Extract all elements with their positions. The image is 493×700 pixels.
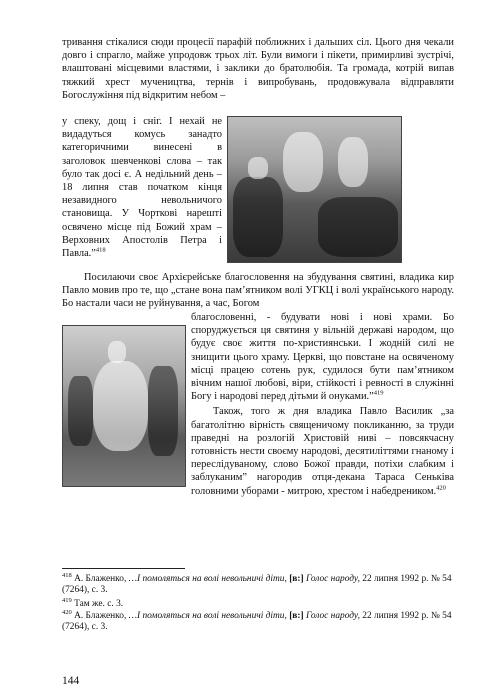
footnote-ref-418[interactable]: 418 (95, 246, 106, 254)
paragraph-2-wrap (191, 311, 454, 498)
page-number: 144 (62, 675, 80, 687)
main-text (62, 36, 454, 102)
photo-bishop-blessing (62, 325, 186, 487)
paragraph-1: тривання стікалися сюди процесії парафій поближних і дальших сіл. Цього дня чекали довго і спрагло, майже упродовж трьох літ. Були вимоги і пікети, примирливі зустрічі, влаштовані місцевими властями, і заклики до братолюбія. Та громада, котрій випав тяжкий хрест мучеництва, тернів і випробувань, продовжувала відправляти Богослужіння під відкритим небом – (62, 37, 454, 101)
footnote-divider (62, 568, 185, 569)
footnote-418: $^{418}$ А. Блаженко, …І помоляться на волі невольничі діти, [в:] Голос народу, 22 липня 1992 р. № 54 (7264), с. 3. (62, 571, 452, 596)
paragraph-2: Посилаючи своє Архієрейське благословення на збудування святині, владика кир Павло мовив про те, що „стане вона пам’ятником волі УГКЦ і волі українського народу. Бо настали часи не руйнування, а час, Богом (62, 272, 454, 310)
footnote-419: $^{419}$ Там же. с. 3. (62, 596, 124, 609)
paragraph-2-block (62, 271, 454, 311)
footnote-ref-419[interactable]: 419 (373, 389, 384, 397)
paragraph-1-continuation: у спеку, дощ і сніг. І нехай не видадуться комусь занадто категоричними винесені в заголовок шевченкові слова – так було так досі є. А недільний день – 18 липня став початком кінця незавидного невольничого становища. У Чорткові нарешті освячено місце під Божий храм – Верховних Апостолів Петра і Павла.” (62, 116, 222, 260)
footnote-ref-420[interactable]: 420 (436, 484, 446, 492)
paragraph-1-wrap (62, 115, 222, 260)
paragraph-2-continuation: благословенні, - будувати нові і нові храми. Бо споруджується ця святиня у вільній державі народом, що будує своє життя по-християнськи. І жодній силі не знищити цього храму. Церкві, що повстане на освяченому місці працею сотень рук, судилося бути пам’ятником вічним нашої любові, віри, стійкості і ревності в служінні Богу і народові перед дітьми й онуками.” (191, 312, 454, 403)
paragraph-3: Також, того ж дня владика Павло Василик „за багатолітню вірність священичому покликанню, за труди праведні на розлогій Христовій ниві – повсякчасну готовність нести своєму народові, десятиліттями гнаному і переслідуваному, слово Божої правди, потіхи слабким і заблуканим” нагородив отця-декана Тараса Сеньківа головними уборами - митрою, хрестом і набедреником. (191, 406, 454, 497)
footnote-420: $^{420}$ А. Блаженко, …І помоляться на волі невольничі діти, [в:] Голос народу, 22 липня 1992 р. № 54 (7264), с. 3. (62, 608, 452, 633)
photo-consecration-ceremony (227, 116, 402, 263)
